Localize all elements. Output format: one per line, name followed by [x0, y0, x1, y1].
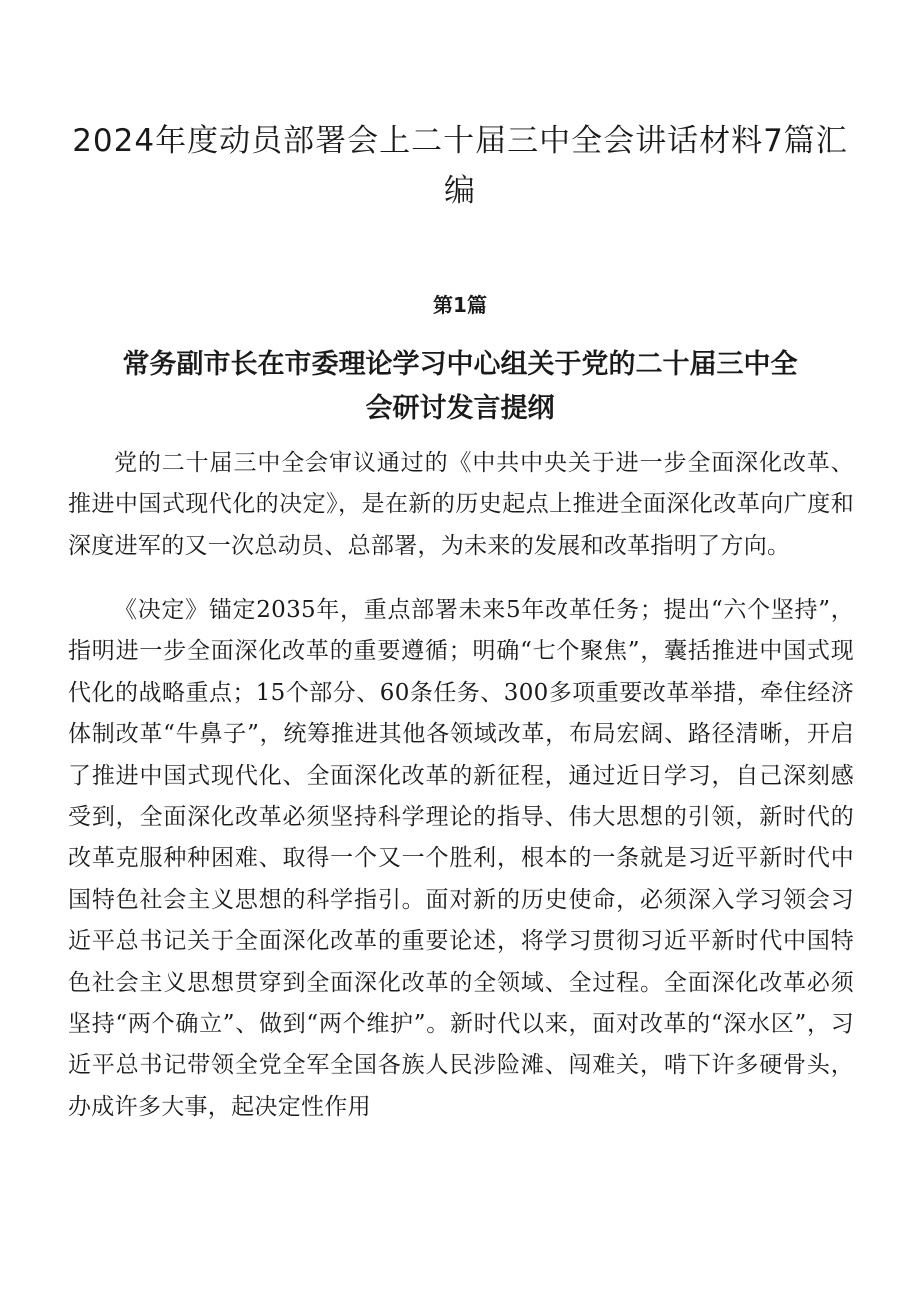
body-paragraph-1: 党的二十届三中全会审议通过的《中共中央关于进一步全面深化改革、推进中国式现代化的决定》，是在新的历史起点上推进全面深化改革向广度和深度进军的又一次总动员、总部署，为未来的发展和改革指明了方向。	[68, 450, 854, 559]
section-heading: 常务副市长在市委理论学习中心组关于党的二十届三中全会研讨发言提纲	[122, 349, 798, 424]
section-number-label: 第1篇	[433, 293, 487, 317]
body-paragraph-2: 《决定》锚定2035年，重点部署未来5年改革任务；提出“六个坚持”，指明进一步全面深化改革的重要遵循；明确“七个聚焦”，囊括推进中国式现代化的战略重点；15个部分、60条任务、300多项重要改革举措，牵住经济体制改革“牛鼻子”，统筹推进其他各领域改革，布局宏阔、路径清晰，开启了推进中国式现代化、全面深化改革的新征程，通过近日学习，自己深刻感受到，全面深化改革必须坚持科学理论的指导、伟大思想的引领，新时代的改革克服种种困难、取得一个又一个胜利，根本的一条就是习近平新时代中国特色社会主义思想的科学指引。面对新的历史使命，必须深入学习领会习近平总书记关于全面深化改革的重要论述，将学习贯彻习近平新时代中国特色社会主义思想贯穿到全面深化改革的全领域、全过程。全面深化改革必须坚持“两个确立”、做到“两个维护”。新时代以来，面对改革的“深水区”，习近平总书记带领全党全军全国各族人民涉险滩、闯难关，啃下许多硬骨头，办成许多大事，起决定性作用	[68, 597, 854, 1120]
document-title: 2024年度动员部署会上二十届三中全会讲话材料7篇汇编	[72, 123, 848, 209]
